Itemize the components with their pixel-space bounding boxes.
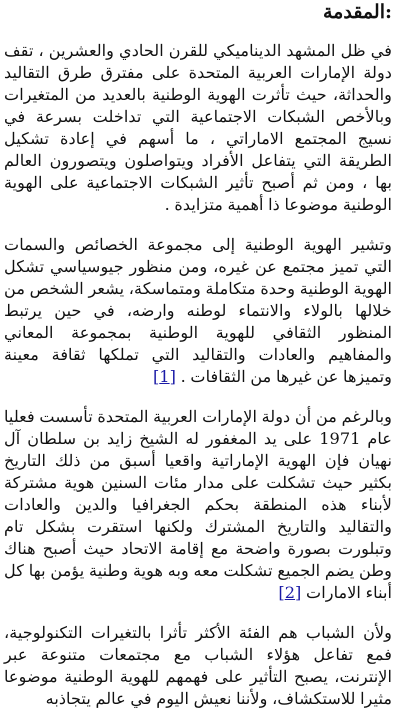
paragraph-intro [4,40,392,216]
paragraph-uae-history [4,406,392,604]
document-title: :المقدمة [322,1,392,23]
paragraph-text: وبالرغم من أن دولة الإمارات العربية المتحدة تأسست فعليا عام 1971 على يد المغفور له الشيخ زايد بن سلطان آل نهيان فإن الهوية الإماراتية واقعيا أسبق من ذلك التاريخ بكثير حيث تشكلت على مدار مئات السنين هوية مشتركة لأبناء هذه المنطقة بحكم الجغرافيا والدين والعادات والتقاليد والتاريخ المشترك ولكنها استقرت بشكل تام وتبلورت بصورة واضحة مع إقامة الاتحاد حيث أصبح هناك وطن يضم الجميع تشكلت معه وبه هوية وطنية يؤمن بها كل أبناء الامارات [4,407,392,602]
paragraph-youth [4,622,392,708]
footnote-link-2[interactable]: [2] [278,583,302,602]
paragraph-text: ولأن الشباب هم الفئة الأكثر تأثرا بالتغيرات التكنولوجية، فمع تفاعل هؤلاء الشباب مع مجتمعات متنوعة عبر الإنترنت، يصبح التأثير على فهمهم للهوية الوطنية موضوعا مثيرا للاستكشاف، ولأننا نعيش اليوم في عالم يتجاذبه [4,623,392,708]
paragraph-national-identity [4,234,392,388]
paragraph-text: وتشير الهوية الوطنية إلى مجموعة الخصائص والسمات التي تميز مجتمع عن غيره، ومن منظور جيوسياسي تشكل الهوية الوطنية وحدة متكاملة ومتماسكة، يشعر الشخص من خلالها بالولاء والانتماء لوطنه وارضه، في حين يرتبط المنظور الثقافي للهوية الوطنية بمجموعة المعاني والمفاهيم والعادات والتقاليد التي تملكها ثقافة معينة وتميزها عن غيرها من الثقافات . [4,235,392,386]
paragraph-text: في ظل المشهد الديناميكي للقرن الحادي والعشرين ، تقف دولة الإمارات العربية المتحدة على مفترق طرق التقاليد والحداثة، حيث تأثرت الهوية الوطنية بالعديد من المتغيرات وبالأخص الشبكات الاجتماعية التي تداخلت بسرعة في نسيج المجتمع الاماراتي ، ما أسهم في إعادة تشكيل الطريقة التي يتفاعل الأفراد ويتواصلون ويتصورون العالم بها ، ومن ثم أصبح تأثير الشبكات الاجتماعية على الهوية الوطنية موضوعا ذا أهمية متزايدة . [4,41,392,214]
footnote-link-1[interactable]: [1] [152,367,176,386]
